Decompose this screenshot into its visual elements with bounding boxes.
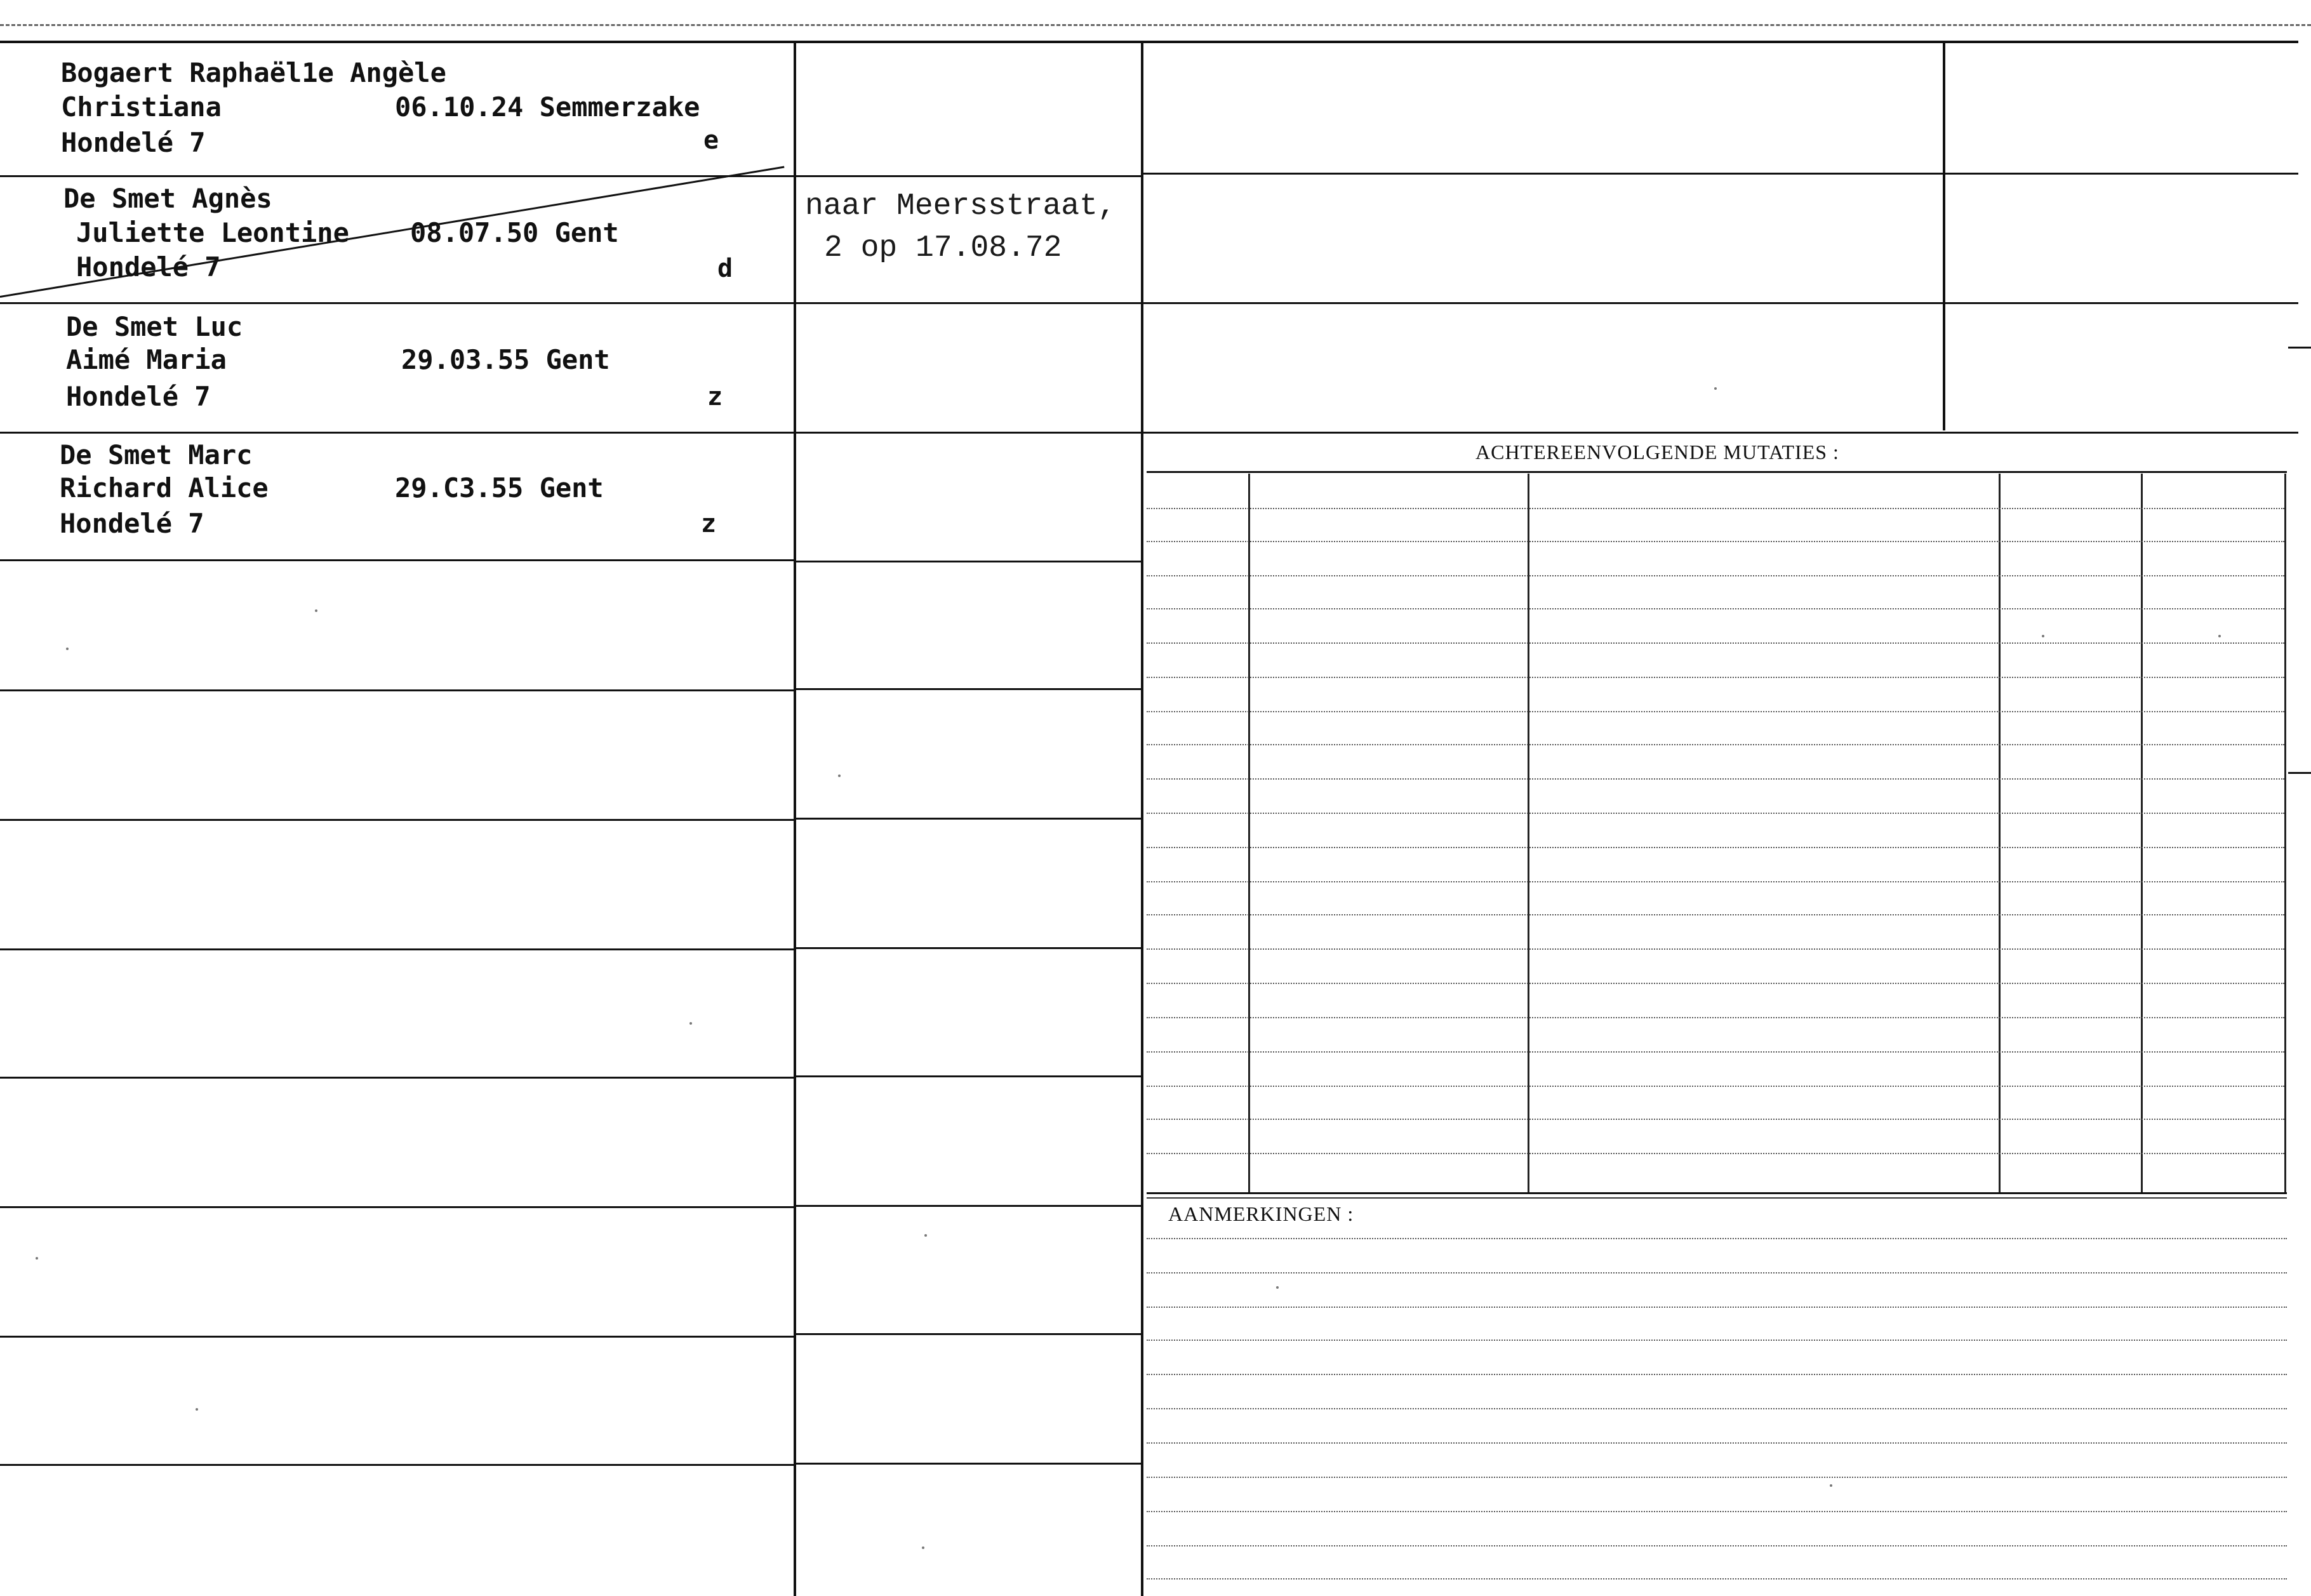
row-separator: [796, 432, 1141, 434]
mutaties-dotted-row: [1147, 744, 2284, 745]
record-birth-date-place: 29.03.55 Gent: [401, 344, 610, 375]
record-code: d: [717, 254, 733, 283]
scan-speck: [2042, 635, 2044, 637]
mutaties-dotted-row: [1147, 778, 2284, 780]
row-separator: [0, 948, 794, 950]
scan-speck: [196, 1408, 198, 1411]
row-separator: [0, 689, 794, 691]
mutaties-column-line: [1999, 474, 2001, 1192]
scan-speck: [36, 1257, 38, 1260]
right-row-separator: [1143, 302, 2298, 304]
aanmerkingen-dotted-row: [1147, 1307, 2287, 1308]
row-separator: [0, 1077, 794, 1079]
aanmerkingen-dotted-row: [1147, 1340, 2287, 1341]
aanmerkingen-dotted-row: [1147, 1374, 2287, 1375]
record-address: Hondelé 7: [61, 127, 206, 158]
mutaties-dotted-row: [1147, 1051, 2284, 1053]
column-divider-3: [1943, 42, 1945, 430]
top-rule: [0, 41, 2298, 43]
scan-speck: [924, 1234, 927, 1237]
mutaties-dotted-row: [1147, 608, 2284, 609]
edge-tick-mark: [2288, 347, 2311, 349]
row-separator: [0, 1336, 794, 1338]
mutaties-dotted-row: [1147, 847, 2284, 848]
aanmerkingen-dotted-row: [1147, 1442, 2287, 1444]
record-name-line2: Juliette Leontine: [76, 217, 349, 248]
record-name-line2: Christiana: [61, 91, 222, 123]
mutaties-dotted-row: [1147, 677, 2284, 678]
aanmerkingen-header: AANMERKINGEN :: [1168, 1202, 1354, 1225]
row-separator: [796, 688, 1141, 690]
scan-speck: [2218, 635, 2221, 637]
scan-speck: [66, 648, 69, 650]
mutaties-dotted-row: [1147, 508, 2284, 509]
record-name-line1: De Smet Luc: [66, 311, 243, 342]
row-separator: [0, 175, 794, 177]
scan-speck: [922, 1546, 924, 1549]
row-separator: [0, 819, 794, 821]
mutaties-header: ACHTEREENVOLGENDE MUTATIES :: [1475, 441, 1839, 463]
scan-speck: [1830, 1484, 1832, 1487]
mutaties-dotted-row: [1147, 948, 2284, 950]
row-separator: [796, 1205, 1141, 1207]
record-name-line1: De Smet Agnès: [63, 183, 272, 214]
aanmerkingen-dotted-row: [1147, 1408, 2287, 1409]
mutaties-dotted-row: [1147, 711, 2284, 712]
mutaties-column-line: [1528, 474, 1529, 1192]
mutaties-dotted-row: [1147, 813, 2284, 814]
aanmerkingen-dotted-row: [1147, 1511, 2287, 1512]
record-birth-date-place: 06.10.24 Semmerzake: [395, 91, 700, 123]
mutaties-dotted-row: [1147, 541, 2284, 542]
row-separator: [796, 561, 1141, 562]
record-birth-date-place: 08.07.50 Gent: [410, 217, 619, 248]
departure-note-line2: 2 op 17.08.72: [824, 231, 1062, 265]
record-name-line1: Bogaert Raphaël1e Angèle: [61, 57, 446, 88]
mutaties-dotted-row: [1147, 642, 2284, 644]
record-code: e: [703, 126, 719, 155]
record-code: z: [707, 382, 723, 411]
aanmerkingen-dotted-row: [1147, 1272, 2287, 1273]
column-divider-2: [1141, 42, 1143, 1596]
row-separator: [796, 302, 1141, 304]
aanmerkingen-dotted-row: [1147, 1238, 2287, 1239]
record-name-line2: Aimé Maria: [66, 344, 227, 375]
mutaties-dotted-row: [1147, 1086, 2284, 1087]
scan-speck: [838, 775, 841, 777]
mutaties-dotted-row: [1147, 1153, 2284, 1154]
mutaties-dotted-row: [1147, 575, 2284, 576]
mutaties-dotted-row: [1147, 914, 2284, 915]
scan-speck: [1714, 387, 1717, 390]
edge-tick-mark: [2288, 772, 2311, 774]
record-address: Hondelé 7: [66, 381, 211, 412]
row-separator: [796, 1463, 1141, 1465]
scan-speck: [315, 609, 317, 612]
row-separator: [0, 1464, 794, 1466]
mutaties-dotted-row: [1147, 1017, 2284, 1018]
right-row-separator: [1143, 432, 2298, 434]
record-birth-date-place: 29.C3.55 Gent: [395, 472, 604, 503]
aanmerkingen-dotted-row: [1147, 1545, 2287, 1546]
row-separator: [796, 818, 1141, 820]
mutaties-table-bottom: [1147, 1192, 2287, 1194]
aanmerkingen-top-rule: [1147, 1197, 2287, 1199]
aanmerkingen-dotted-row: [1147, 1578, 2287, 1579]
mutaties-column-line: [2141, 474, 2143, 1192]
top-dashed-rule: [0, 24, 2311, 26]
row-separator: [0, 1206, 794, 1208]
scan-speck: [689, 1022, 692, 1025]
mutaties-table-top: [1147, 471, 2287, 473]
mutaties-column-line: [2284, 474, 2286, 1192]
record-code: z: [701, 509, 717, 538]
record-address: Hondelé 7: [76, 251, 221, 283]
row-separator: [0, 559, 794, 561]
record-name-line2: Richard Alice: [60, 472, 269, 503]
row-separator: [0, 302, 794, 304]
record-address: Hondelé 7: [60, 508, 204, 539]
mutaties-dotted-row: [1147, 1119, 2284, 1120]
row-separator: [796, 947, 1141, 949]
mutaties-dotted-row: [1147, 983, 2284, 984]
row-separator: [0, 432, 794, 434]
right-row-separator: [1143, 173, 2298, 175]
aanmerkingen-dotted-row: [1147, 1477, 2287, 1478]
row-separator: [796, 1075, 1141, 1077]
mutaties-column-line: [1248, 474, 1250, 1192]
scan-speck: [1276, 1286, 1279, 1289]
record-name-line1: De Smet Marc: [60, 439, 253, 470]
row-separator: [796, 1333, 1141, 1335]
departure-note-line1: naar Meersstraat,: [805, 189, 1116, 223]
mutaties-dotted-row: [1147, 881, 2284, 882]
row-separator: [796, 175, 1141, 177]
